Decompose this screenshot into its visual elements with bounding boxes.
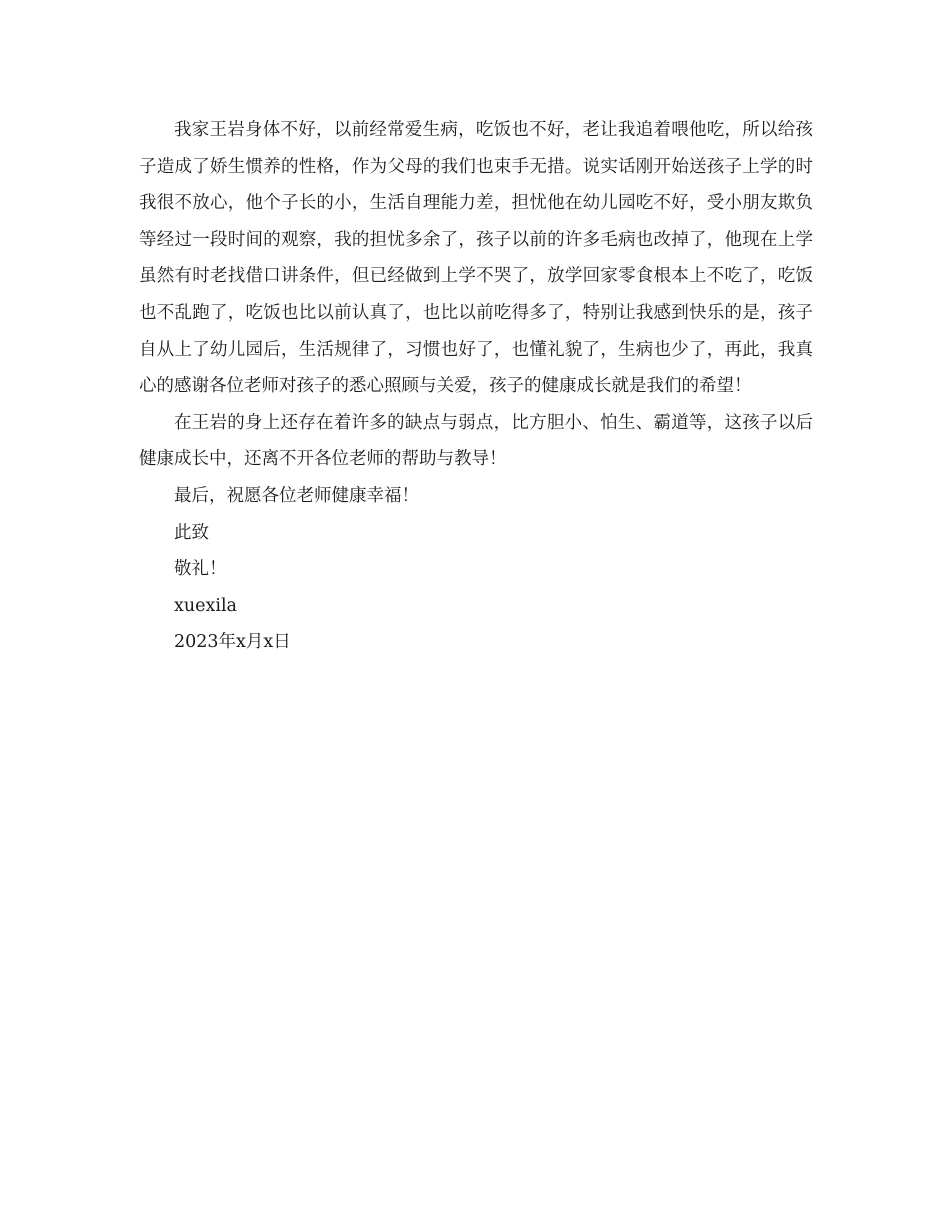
body-paragraph-1: 我家王岩身体不好，以前经常爱生病，吃饭也不好，老让我追着喂他吃，所以给孩子造成了娇生惯养的性格，作为父母的我们也束手无措。说实话刚开始送孩子上学的时我很不放心，他个子长的小，生活自理能力差，担忧他在幼儿园吃不好，受小朋友欺负等经过一段时间的观察，我的担忧多余了，孩子以前的许多毛病也改掉了，他现在上学虽然有时老找借口讲条件，但已经做到上学不哭了，放学回家零食根本上不吃了，吃饭也不乱跑了，吃饭也比以前认真了，也比以前吃得多了，特别让我感到快乐的是，孩子自从上了幼儿园后，生活规律了，习惯也好了，也懂礼貌了，生病也少了，再此，我真心的感谢各位老师对孩子的悉心照顾与关爱，孩子的健康成长就是我们的希望！ <box>139 120 813 397</box>
date-line: 2023年x月x日 <box>174 632 291 653</box>
signature: xuexila <box>174 595 237 616</box>
closing-wish: 最后，祝愿各位老师健康幸福！ <box>174 485 419 506</box>
salutation-line: 此致 <box>174 522 209 543</box>
letter-body <box>139 112 813 661</box>
body-paragraph-2: 在王岩的身上还存在着许多的缺点与弱点，比方胆小、怕生、霸道等，这孩子以后健康成长中，还离不开各位老师的帮助与教导！ <box>139 412 813 470</box>
regards-line: 敬礼！ <box>174 559 227 580</box>
